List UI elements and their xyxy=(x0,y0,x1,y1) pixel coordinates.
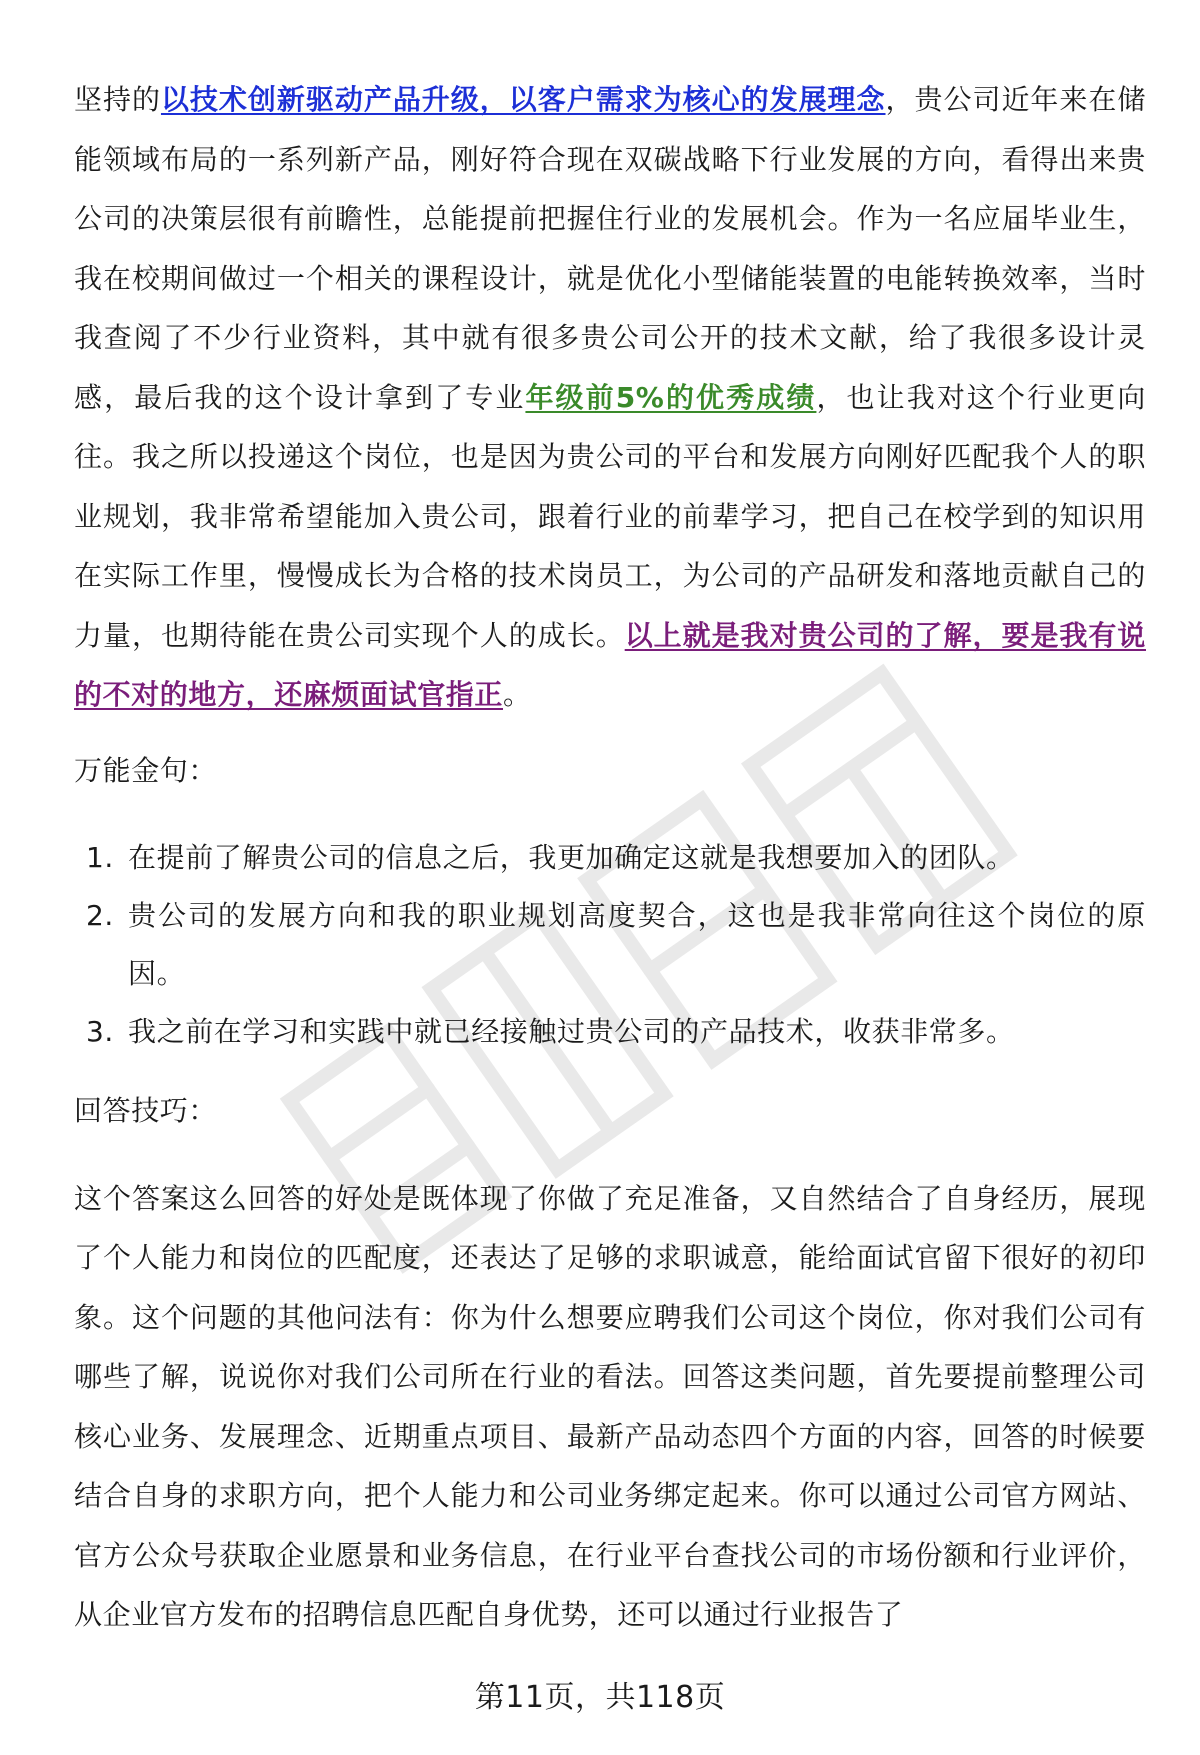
answer-tips-title: 回答技巧： xyxy=(74,1093,218,1127)
intro-paragraph xyxy=(74,70,1146,725)
list-item xyxy=(74,1003,1146,1061)
list-item xyxy=(74,829,1146,887)
page-number: 第11页，共118页 xyxy=(474,1680,726,1715)
paragraph-text: ，贵公司近年来在储能领域布局的一系列新产品，刚好符合现在双碳战略下行业发展的方向，看得出来贵公司的决策层很有前瞻性，总能提前把握住行业的发展机会。作为一名应届毕业生，我在校期间做过一个相关的课程设计，就是优化小型储能装置的电能转换效率，当时我查阅了不少行业资料，其中就有很多贵公司公开的技术文献，给了我很多设计灵感，最后我的这个设计拿到了专业 xyxy=(74,83,1146,414)
list-text: 我之前在学习和实践中就已经接触过贵公司的产品技术，收获非常多。 xyxy=(128,1014,1015,1048)
paragraph-text: 。 xyxy=(503,678,532,711)
answer-tips-paragraph: 这个答案这么回答的好处是既体现了你做了充足准备，又自然结合了自身经历，展现了个人能力和岗位的匹配度，还表达了足够的求职诚意，能给面试官留下很好的初印象。这个问题的其他问法有：你为什么想要应聘我们公司这个岗位，你对我们公司有哪些了解，说说你对我们公司所在行业的看法。回答这类问题，首先要提前整理公司核心业务、发展理念、近期重点项目、最新产品动态四个方面的内容，回答的时候要结合自身的求职方向，把个人能力和公司业务绑定起来。你可以通过公司官方网站、官方公众号获取企业愿景和业务信息，在行业平台查找公司的市场份额和行业评价，从企业官方发布的招聘信息匹配自身优势，还可以通过行业报告了 xyxy=(74,1181,1146,1631)
golden-sentences-title: 万能金句： xyxy=(74,753,218,787)
paragraph-text: 坚持的 xyxy=(74,83,161,116)
list-number: 1. xyxy=(86,840,114,874)
highlight-closing-remark: 以上就是我对贵公司的了解，要是我有说的不对的地方，还麻烦面试官指正 xyxy=(74,618,1146,711)
list-number: 2. xyxy=(86,898,114,932)
highlight-top-grade: 年级前5%的优秀成绩 xyxy=(525,380,817,414)
paragraph-text: ，也让我对这个行业更向往。我之所以投递这个岗位，也是因为贵公司的平台和发展方向刚好匹配我个人的职业规划，我非常希望能加入贵公司，跟着行业的前辈学习，把自己在校学到的知识用在实际工作里，慢慢成长为合格的技术岗员工，为公司的产品研发和落地贡献自己的力量，也期待能在贵公司实现个人的成长。 xyxy=(74,380,1146,652)
list-number: 3. xyxy=(86,1014,114,1048)
list-item xyxy=(74,887,1146,1003)
highlight-development-concept: 以技术创新驱动产品升级，以客户需求为核心的发展理念 xyxy=(160,83,886,116)
golden-sentences-list xyxy=(74,829,1146,1061)
document-page xyxy=(74,70,1146,1645)
list-text: 在提前了解贵公司的信息之后，我更加确定这就是我想要加入的团队。 xyxy=(128,840,1015,874)
list-text: 贵公司的发展方向和我的职业规划高度契合，这也是我非常向往这个岗位的原因。 xyxy=(128,898,1146,990)
